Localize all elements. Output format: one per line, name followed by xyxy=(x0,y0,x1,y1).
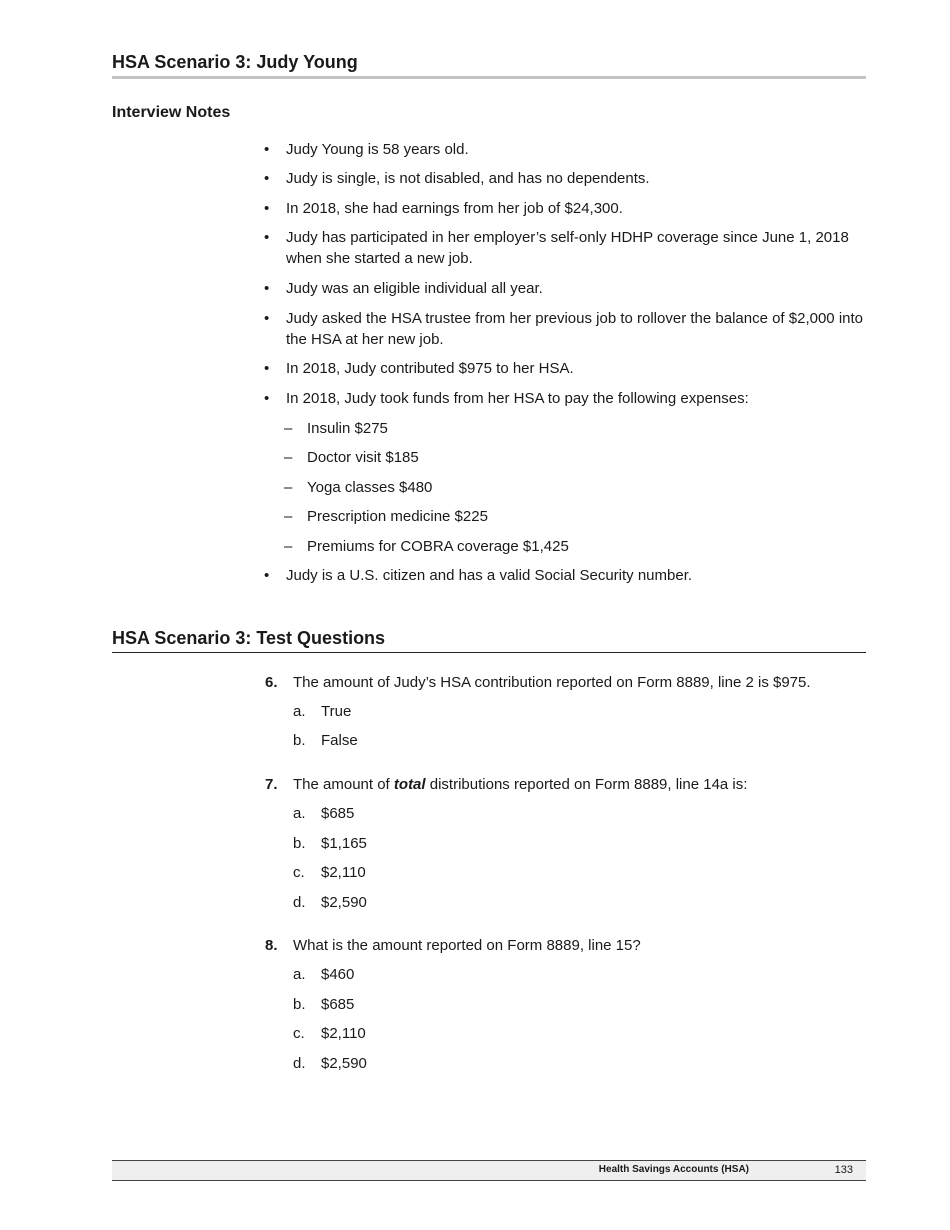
bullet-marker: • xyxy=(264,200,270,217)
expense-item: – Prescription medicine $225 xyxy=(284,508,488,525)
page-footer xyxy=(112,1160,866,1181)
page-number: 133 xyxy=(834,1164,853,1176)
bullet-marker: • xyxy=(264,229,270,246)
question-stem: 6. The amount of Judy’s HSA contribution reported on Form 8889, line 2 is $975. xyxy=(265,674,811,691)
expense-item: – Doctor visit $185 xyxy=(284,449,419,466)
list-item: • Judy Young is 58 years old. xyxy=(264,141,469,158)
bullet-marker: • xyxy=(264,567,270,584)
dash-marker: – xyxy=(284,449,293,466)
list-item: • In 2018, Judy contributed $975 to her HSA. xyxy=(264,360,574,377)
bullet-marker: • xyxy=(264,310,270,327)
section-title-scenario: HSA Scenario 3: Judy Young xyxy=(112,52,358,72)
title-divider xyxy=(112,76,866,79)
bullet-marker: • xyxy=(264,141,270,158)
list-item: • In 2018, she had earnings from her job of $24,300. xyxy=(264,200,623,217)
dash-marker: – xyxy=(284,538,293,555)
question-stem: 8. What is the amount reported on Form 8889, line 15? xyxy=(265,937,641,954)
interview-notes-heading: Interview Notes xyxy=(112,104,231,121)
answer-option: c. $2,110 xyxy=(293,1025,366,1042)
option-letter: b. xyxy=(293,835,306,852)
answer-option: b. $1,165 xyxy=(293,835,367,852)
answer-option: b. False xyxy=(293,732,358,749)
list-item: • Judy has participated in her employer’s self-only HDHP coverage since June 1, 2018 when she started a new job. xyxy=(264,229,849,267)
option-letter: a. xyxy=(293,805,306,822)
option-letter: c. xyxy=(293,1025,305,1042)
expense-item: – Yoga classes $480 xyxy=(284,479,433,496)
expense-item: – Insulin $275 xyxy=(284,420,388,437)
answer-option: d. $2,590 xyxy=(293,1055,367,1072)
list-item: • Judy asked the HSA trustee from her previous job to rollover the balance of $2,000 into the HSA at her new job. xyxy=(264,310,864,348)
bullet-marker: • xyxy=(264,390,270,407)
option-letter: c. xyxy=(293,864,305,881)
emphasis-total: total xyxy=(393,776,426,793)
list-item: • Judy is a U.S. citizen and has a valid Social Security number. xyxy=(264,567,693,584)
answer-option: a. $685 xyxy=(293,805,355,822)
test-questions-divider xyxy=(112,652,866,653)
answer-option: a. True xyxy=(293,703,352,720)
answer-option: a. $460 xyxy=(293,966,355,983)
list-item: • Judy was an eligible individual all year. xyxy=(264,280,543,297)
answer-option: c. $2,110 xyxy=(293,864,366,881)
answer-option: b. $685 xyxy=(293,996,355,1013)
list-item: • Judy is single, is not disabled, and has no dependents. xyxy=(264,170,650,187)
bullet-marker: • xyxy=(264,280,270,297)
option-letter: a. xyxy=(293,966,306,983)
option-letter: b. xyxy=(293,996,306,1013)
expense-item: – Premiums for COBRA coverage $1,425 xyxy=(284,538,569,555)
footer-title: Health Savings Accounts (HSA) xyxy=(598,1164,749,1175)
dash-marker: – xyxy=(284,479,293,496)
option-letter: b. xyxy=(293,732,306,749)
question-number: 7. xyxy=(265,776,278,793)
dash-marker: – xyxy=(284,508,293,525)
answer-option: d. $2,590 xyxy=(293,894,367,911)
question-number: 8. xyxy=(265,937,278,954)
list-item: • In 2018, Judy took funds from her HSA to pay the following expenses: xyxy=(264,390,749,407)
question-number: 6. xyxy=(265,674,278,691)
section-title-test-questions: HSA Scenario 3: Test Questions xyxy=(112,628,386,648)
option-letter: d. xyxy=(293,1055,306,1072)
dash-marker: – xyxy=(284,420,293,437)
option-letter: d. xyxy=(293,894,306,911)
bullet-marker: • xyxy=(264,360,270,377)
bullet-marker: • xyxy=(264,170,270,187)
question-stem: 7. The amount of total distributions reported on Form 8889, line 14a is: xyxy=(265,776,748,793)
option-letter: a. xyxy=(293,703,306,720)
